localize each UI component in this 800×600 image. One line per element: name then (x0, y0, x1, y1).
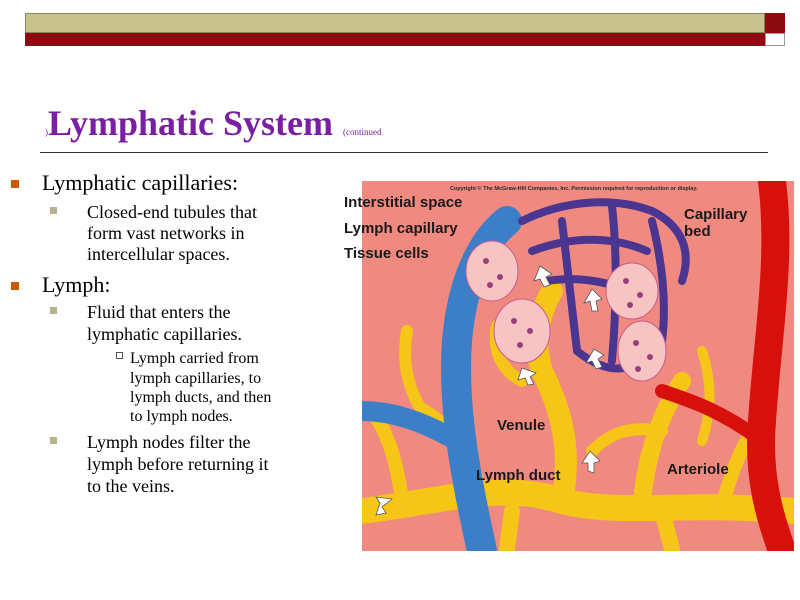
sub-bullet-marker (50, 207, 57, 214)
label-lymph-capillary: Lymph capillary (344, 220, 458, 237)
label-capillary-bed-line2: bed (684, 223, 711, 240)
bullet-fluid-line1: Fluid that enters the (87, 302, 231, 322)
title-main: Lymphatic System (48, 103, 334, 143)
bullet-lymphatic-capillaries: Lymphatic capillaries: (42, 170, 239, 195)
bullet-nodes-line3: to the veins. (87, 476, 175, 496)
bullet-carried-line3: lymph ducts, and then (130, 389, 272, 406)
bullet-fluid-line2: lymphatic capillaries. (87, 324, 242, 344)
bullet-nodes-line2: lymph before returning it (87, 454, 269, 474)
header-square-light (765, 33, 785, 46)
bullet-closed-end-line3: intercellular spaces. (87, 244, 230, 264)
bullet-nodes-line1: Lymph nodes filter the (87, 432, 251, 452)
label-venule: Venule (497, 417, 546, 434)
label-capillary-bed-line1: Capillary (684, 206, 748, 223)
label-arteriole: Arteriole (667, 461, 729, 478)
title-divider (40, 152, 768, 153)
bullet-marker (11, 180, 19, 188)
bullet-lymph: Lymph: (42, 272, 111, 297)
slide-title (45, 102, 382, 144)
bullet-marker (11, 282, 19, 290)
sub-sub-bullet-marker (116, 352, 123, 359)
bullet-closed-end-line1: Closed-end tubules that (87, 202, 257, 222)
header-bar-gold (25, 13, 765, 33)
title-suffix: (continued (343, 127, 382, 137)
label-interstitial-space: Interstitial space (344, 194, 463, 211)
bullet-closed-end-line2: form vast networks in (87, 223, 245, 243)
header-square-red (765, 13, 785, 33)
title-prefix: ) (45, 127, 48, 137)
figure-copyright: Copyright © The McGraw-Hill Companies, Inc. Permission required for reproduction or display. (450, 186, 698, 192)
header-bar-red (25, 33, 765, 46)
bullet-carried-line2: lymph capillaries, to (130, 370, 262, 387)
label-tissue-cells: Tissue cells (344, 245, 429, 262)
bullet-carried-line4: to lymph nodes. (130, 408, 233, 425)
sub-bullet-marker (50, 437, 57, 444)
bullet-carried-line1: Lymph carried from (130, 350, 259, 367)
sub-bullet-marker (50, 307, 57, 314)
label-lymph-duct: Lymph duct (476, 467, 561, 484)
